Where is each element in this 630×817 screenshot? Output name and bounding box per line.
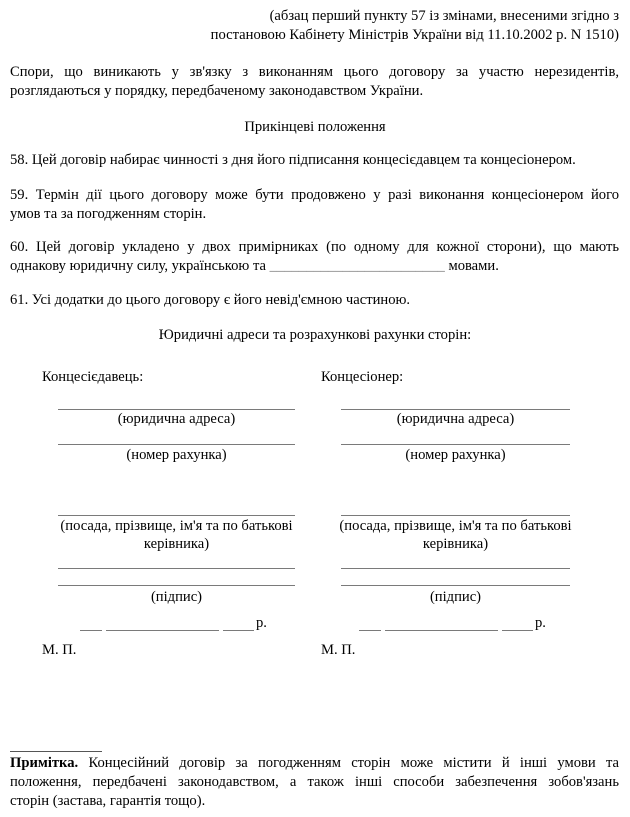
- signature-caption: (підпис): [150, 589, 203, 605]
- head-name-line: [58, 515, 295, 516]
- date-month-blank: [385, 630, 498, 631]
- clause-58: 58. Цей договір набирає чинності з дня його підписання концесієдавцем та концесіонером.: [10, 152, 576, 168]
- signature-line-1: [341, 568, 570, 569]
- head-caption-line-1: (посада, прізвище, ім'я та по батькові: [339, 518, 572, 534]
- date-year-suffix: р.: [535, 615, 546, 631]
- legal-address-caption: (юридична адреса): [396, 411, 515, 427]
- amendment-note-line-1: (абзац перший пункту 57 із змінами, внесеними згідно з: [269, 8, 619, 24]
- clause-60-line-1: 60. Цей договір укладено у двох примірниках (по одному для кожної сторони), що мають: [10, 239, 619, 255]
- clause-59-line-1: 59. Термін дії цього договору може бути продовжено у разі виконання концесіонером його: [10, 187, 619, 203]
- head-caption-line-2: керівника): [422, 536, 489, 552]
- footnote-text-1: Концесійний договір за погодженням сторін може містити й інші умови та: [88, 755, 619, 771]
- signature-line-1: [58, 568, 295, 569]
- clause-60-text-after: мовами.: [448, 258, 499, 274]
- clause-59-line-2: умов та за погодженням сторін.: [10, 206, 207, 222]
- footnote-label: Примітка.: [10, 755, 79, 771]
- clause-60-text-before: однакову юридичну силу, українською та: [10, 258, 267, 274]
- clause-61: 61. Усі додатки до цього договору є його невід'ємною частиною.: [10, 292, 411, 308]
- clause-60-line-2: [10, 257, 499, 276]
- head-caption-line-2: керівника): [143, 536, 210, 552]
- footnote-line-1: [10, 754, 619, 773]
- date-day-blank: [80, 630, 102, 631]
- signature-line-2: [341, 585, 570, 586]
- head-name-line: [341, 515, 570, 516]
- party-concessionaire-title: Концесіонер:: [321, 369, 404, 385]
- date-year-blank: [502, 630, 533, 631]
- account-number-line: [58, 444, 295, 445]
- disputes-paragraph-line-1: Спори, що виникають у зв'язку з виконанням цього договору за участю нерезидентів,: [10, 64, 619, 80]
- footnote-line-3: сторін (застава, гарантія тощо).: [10, 793, 206, 809]
- date-year-blank: [223, 630, 254, 631]
- date-year-suffix: р.: [256, 615, 267, 631]
- date-month-blank: [106, 630, 219, 631]
- legal-address-caption: (юридична адреса): [117, 411, 236, 427]
- addresses-heading: Юридичні адреси та розрахункові рахунки сторін:: [158, 327, 472, 343]
- signature-line-2: [58, 585, 295, 586]
- footnote-separator: [10, 751, 102, 752]
- head-caption-line-1: (посада, прізвище, ім'я та по батькові: [60, 518, 293, 534]
- account-number-line: [341, 444, 570, 445]
- disputes-paragraph-line-2: розглядаються у порядку, передбаченому законодавством України.: [10, 83, 424, 99]
- account-number-caption: (номер рахунка): [405, 447, 506, 463]
- party-grantor-title: Концесієдавець:: [42, 369, 144, 385]
- amendment-note-line-2: постановою Кабінету Міністрів України від 11.10.2002 р. N 1510): [210, 27, 619, 43]
- footnote-line-2: положення, передбачені законодавством, а також інші способи забезпечення зобов'язань: [10, 774, 619, 790]
- seal-mark: М. П.: [42, 642, 77, 658]
- account-number-caption: (номер рахунка): [126, 447, 227, 463]
- final-provisions-heading: Прикінцеві положення: [244, 119, 386, 135]
- date-day-blank: [359, 630, 381, 631]
- signature-caption: (підпис): [429, 589, 482, 605]
- language-blank-field: ________________________: [269, 258, 445, 274]
- seal-mark: М. П.: [321, 642, 356, 658]
